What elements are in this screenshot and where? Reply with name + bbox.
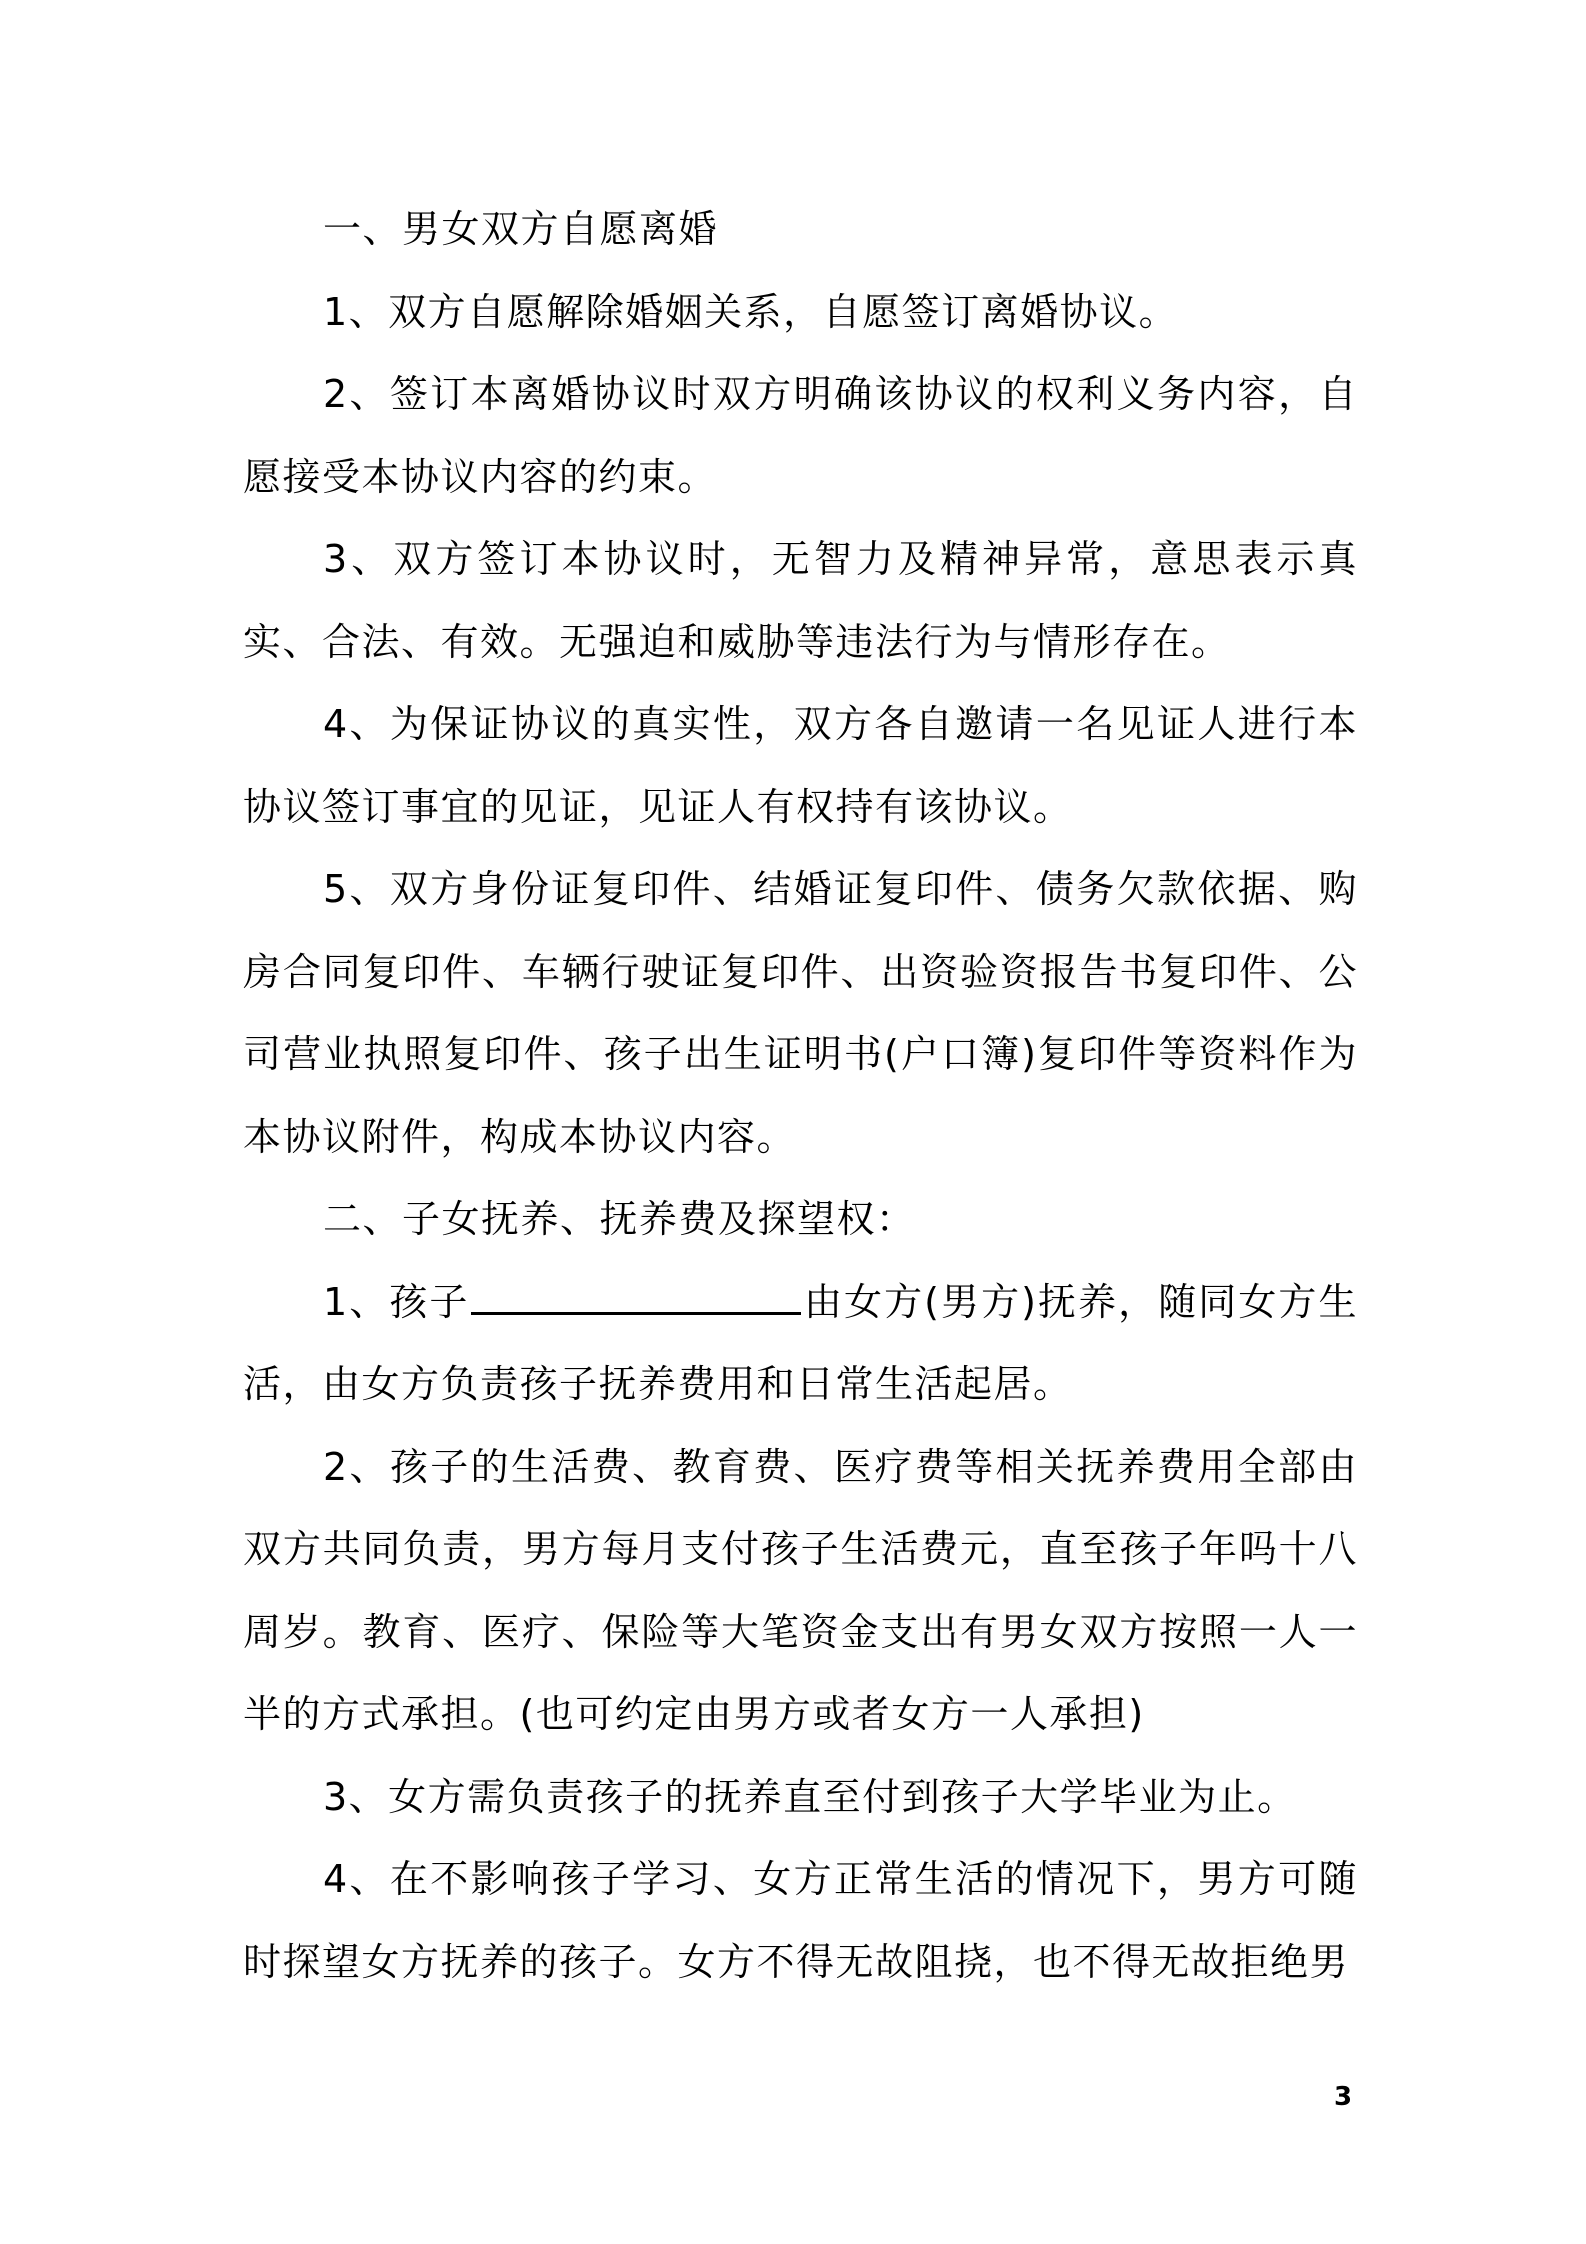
clause-1-2: 2、签订本离婚协议时双方明确该协议的权利义务内容，自愿接受本协议内容的约束。 <box>243 372 1358 499</box>
child-name-blank <box>471 1282 801 1315</box>
clause-2-1-end: 由女方(男方)抚养，随同女方生活，由女方负责孩子抚养费用和日常生活起居。 <box>243 1279 1358 1406</box>
page-number: 3 <box>1334 2082 1353 2112</box>
document-body <box>243 188 1358 2003</box>
clause-1-3: 3、双方签订本协议时，无智力及精神异常，意思表示真实、合法、有效。无强迫和威胁等违法行为与情形存在。 <box>243 537 1358 664</box>
clause-1-5: 5、双方身份证复印件、结婚证复印件、债务欠款依据、购房合同复印件、车辆行驶证复印件、出资验资报告书复印件、公司营业执照复印件、孩子出生证明书(户口簿)复印件等资料作为本协议附件，构成本协议内容。 <box>243 867 1358 1159</box>
clause-1-1: 1、双方自愿解除婚姻关系，自愿签订离婚协议。 <box>323 289 1179 334</box>
section-heading-1: 一、男女双方自愿离婚 <box>323 207 719 251</box>
clause-1-4: 4、为保证协议的真实性，双方各自邀请一名见证人进行本协议签订事宜的见证，见证人有权持有该协议。 <box>243 702 1358 829</box>
clause-2-2: 2、孩子的生活费、教育费、医疗费等相关抚养费用全部由双方共同负责，男方每月支付孩子生活费元，直至孩子年吗十八周岁。教育、医疗、保险等大笔资金支出有男女双方按照一人一半的方式承担。(也可约定由男方或者女方一人承担) <box>243 1444 1358 1736</box>
clause-2-4: 4、在不影响孩子学习、女方正常生活的情况下，男方可随时探望女方抚养的孩子。女方不得无故阻挠，也不得无故拒绝男 <box>243 1857 1358 1984</box>
clause-2-1-start: 1、孩子 <box>323 1279 470 1324</box>
section-heading-2: 二、子女抚养、抚养费及探望权： <box>323 1197 916 1241</box>
clause-2-3: 3、女方需负责孩子的抚养直至付到孩子大学毕业为止。 <box>323 1774 1297 1819</box>
clause-2-1 <box>243 1261 1358 1426</box>
